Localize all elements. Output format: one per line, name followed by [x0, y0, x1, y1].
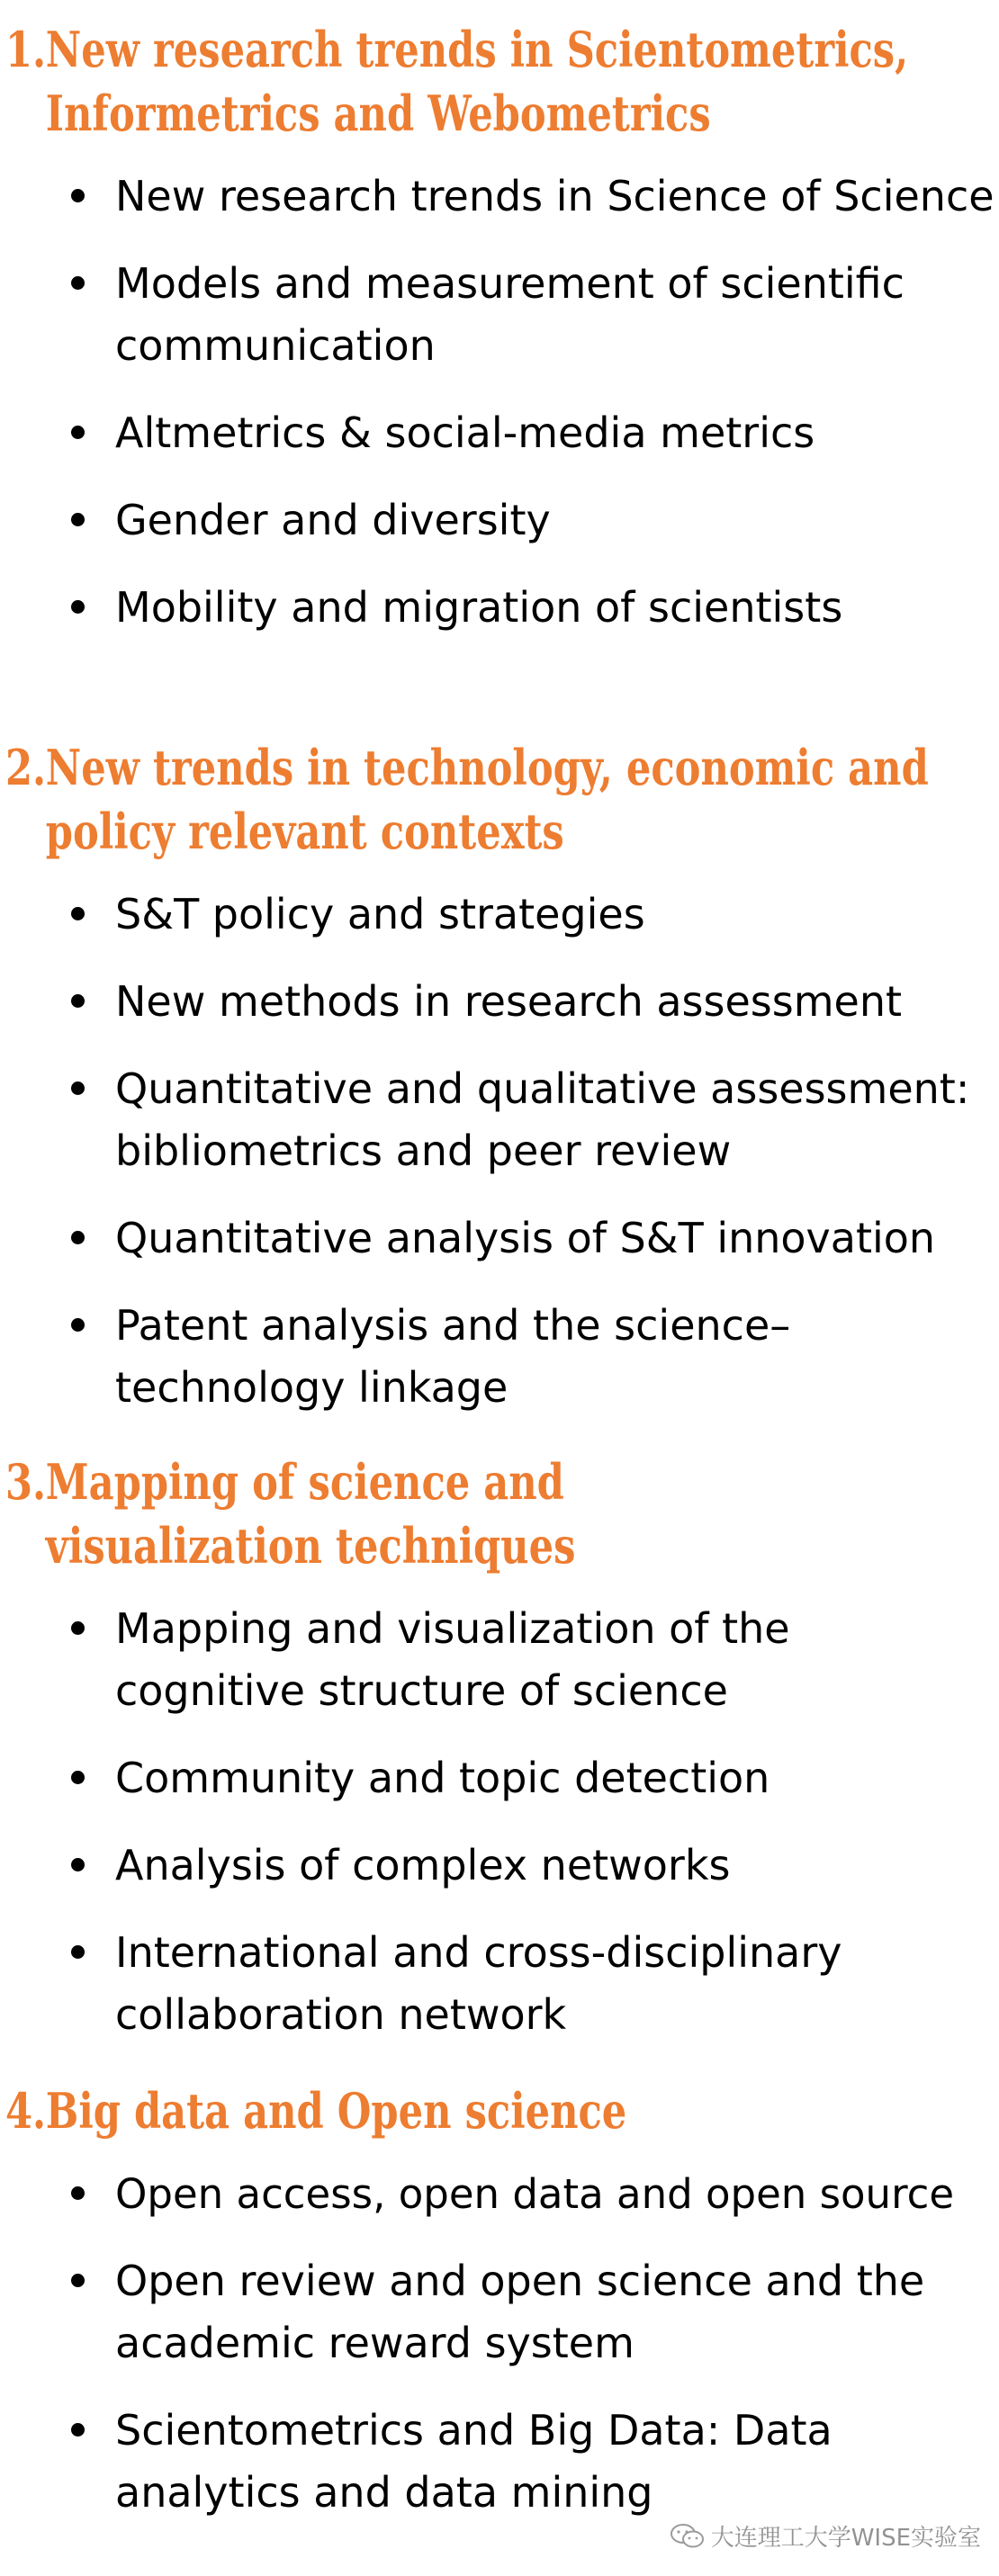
watermark-text: 大连理工大学WISE实验室: [710, 2525, 981, 2552]
section-1: [0, 18, 999, 639]
bullet-list: [0, 166, 999, 639]
list-item-text: Community and topic detection: [115, 1754, 770, 1802]
list-item-text: Gender and diversity: [115, 496, 551, 544]
bullet-list: [0, 2163, 999, 2524]
bullet-icon: [71, 907, 85, 920]
list-item-text: New research trends in Science of Science: [115, 172, 994, 220]
list-item-text: Open review and open science and the academic reward system: [115, 2257, 925, 2367]
list-item-text: Quantitative analysis of S&T innovation: [115, 1214, 936, 1262]
wechat-icon: [670, 2522, 706, 2551]
list-item: [0, 489, 999, 552]
section-heading: [5, 18, 934, 146]
list-item-text: Analysis of complex networks: [115, 1841, 731, 1889]
section-heading: [5, 2079, 934, 2143]
section-3: [0, 1450, 999, 2046]
section-4: [0, 2079, 999, 2524]
list-item-text: Mapping and visualization of the cognitive structure of science: [115, 1604, 790, 1715]
section-number: 3.: [5, 1453, 47, 1511]
bullet-icon: [71, 426, 85, 439]
bullet-icon: [71, 2423, 85, 2437]
bullet-icon: [71, 189, 85, 202]
list-item: [0, 1058, 999, 1182]
list-item-text: Models and measurement of scientific communication: [115, 259, 904, 370]
list-item: [0, 1922, 999, 2046]
bullet-icon: [71, 2186, 85, 2200]
list-item-text: Mobility and migration of scientists: [115, 583, 843, 632]
list-item: [0, 253, 999, 377]
bullet-icon: [71, 1771, 85, 1784]
list-item: [0, 1747, 999, 1809]
list-item: [0, 2163, 999, 2225]
section-2: [0, 736, 999, 1419]
list-item-text: Altmetrics & social-media metrics: [115, 408, 815, 457]
bullet-icon: [71, 276, 85, 290]
section-number: 2.: [5, 739, 47, 796]
list-item: [0, 884, 999, 946]
section-title: New research trends in Scientometrics, Informetrics and Webometrics: [45, 21, 909, 142]
list-item: [0, 2250, 999, 2374]
section-number: 4.: [5, 2082, 47, 2140]
bullet-icon: [71, 1621, 85, 1635]
list-item-text: Patent analysis and the science–technology linkage: [115, 1301, 791, 1412]
list-item: [0, 166, 999, 228]
list-item: [0, 1207, 999, 1270]
list-item-text: Quantitative and qualitative assessment: bibliometrics and peer review: [115, 1064, 970, 1175]
list-item: [0, 1295, 999, 1419]
list-item-text: S&T policy and strategies: [115, 890, 645, 938]
bullet-icon: [71, 600, 85, 614]
list-item-text: Open access, open data and open source: [115, 2170, 955, 2218]
bullet-icon: [71, 1945, 85, 1959]
section-number: 1.: [5, 21, 47, 78]
list-item-text: International and cross-disciplinary collaboration network: [115, 1928, 842, 2039]
bullet-list: [0, 884, 999, 1419]
list-item: [0, 971, 999, 1033]
list-item: [0, 577, 999, 639]
watermark: [670, 2519, 981, 2553]
section-title: Big data and Open science: [45, 2082, 627, 2140]
bullet-icon: [71, 1082, 85, 1095]
bullet-icon: [71, 513, 85, 526]
section-heading: [5, 736, 934, 864]
bullet-icon: [71, 2274, 85, 2287]
list-item-text: Scientometrics and Big Data: Data analytics and data mining: [115, 2406, 832, 2517]
section-heading: [5, 1450, 934, 1578]
list-item: [0, 1598, 999, 1722]
bullet-icon: [71, 1858, 85, 1871]
bullet-icon: [71, 994, 85, 1008]
bullet-icon: [71, 1318, 85, 1332]
list-item-text: New methods in research assessment: [115, 977, 903, 1026]
list-item: [0, 1835, 999, 1897]
section-title: Mapping of science and visualization techniques: [45, 1453, 576, 1575]
bullet-icon: [71, 1231, 85, 1244]
list-item: [0, 402, 999, 464]
section-title: New trends in technology, economic and policy relevant contexts: [45, 739, 929, 860]
bullet-list: [0, 1598, 999, 2046]
list-item: [0, 2400, 999, 2524]
